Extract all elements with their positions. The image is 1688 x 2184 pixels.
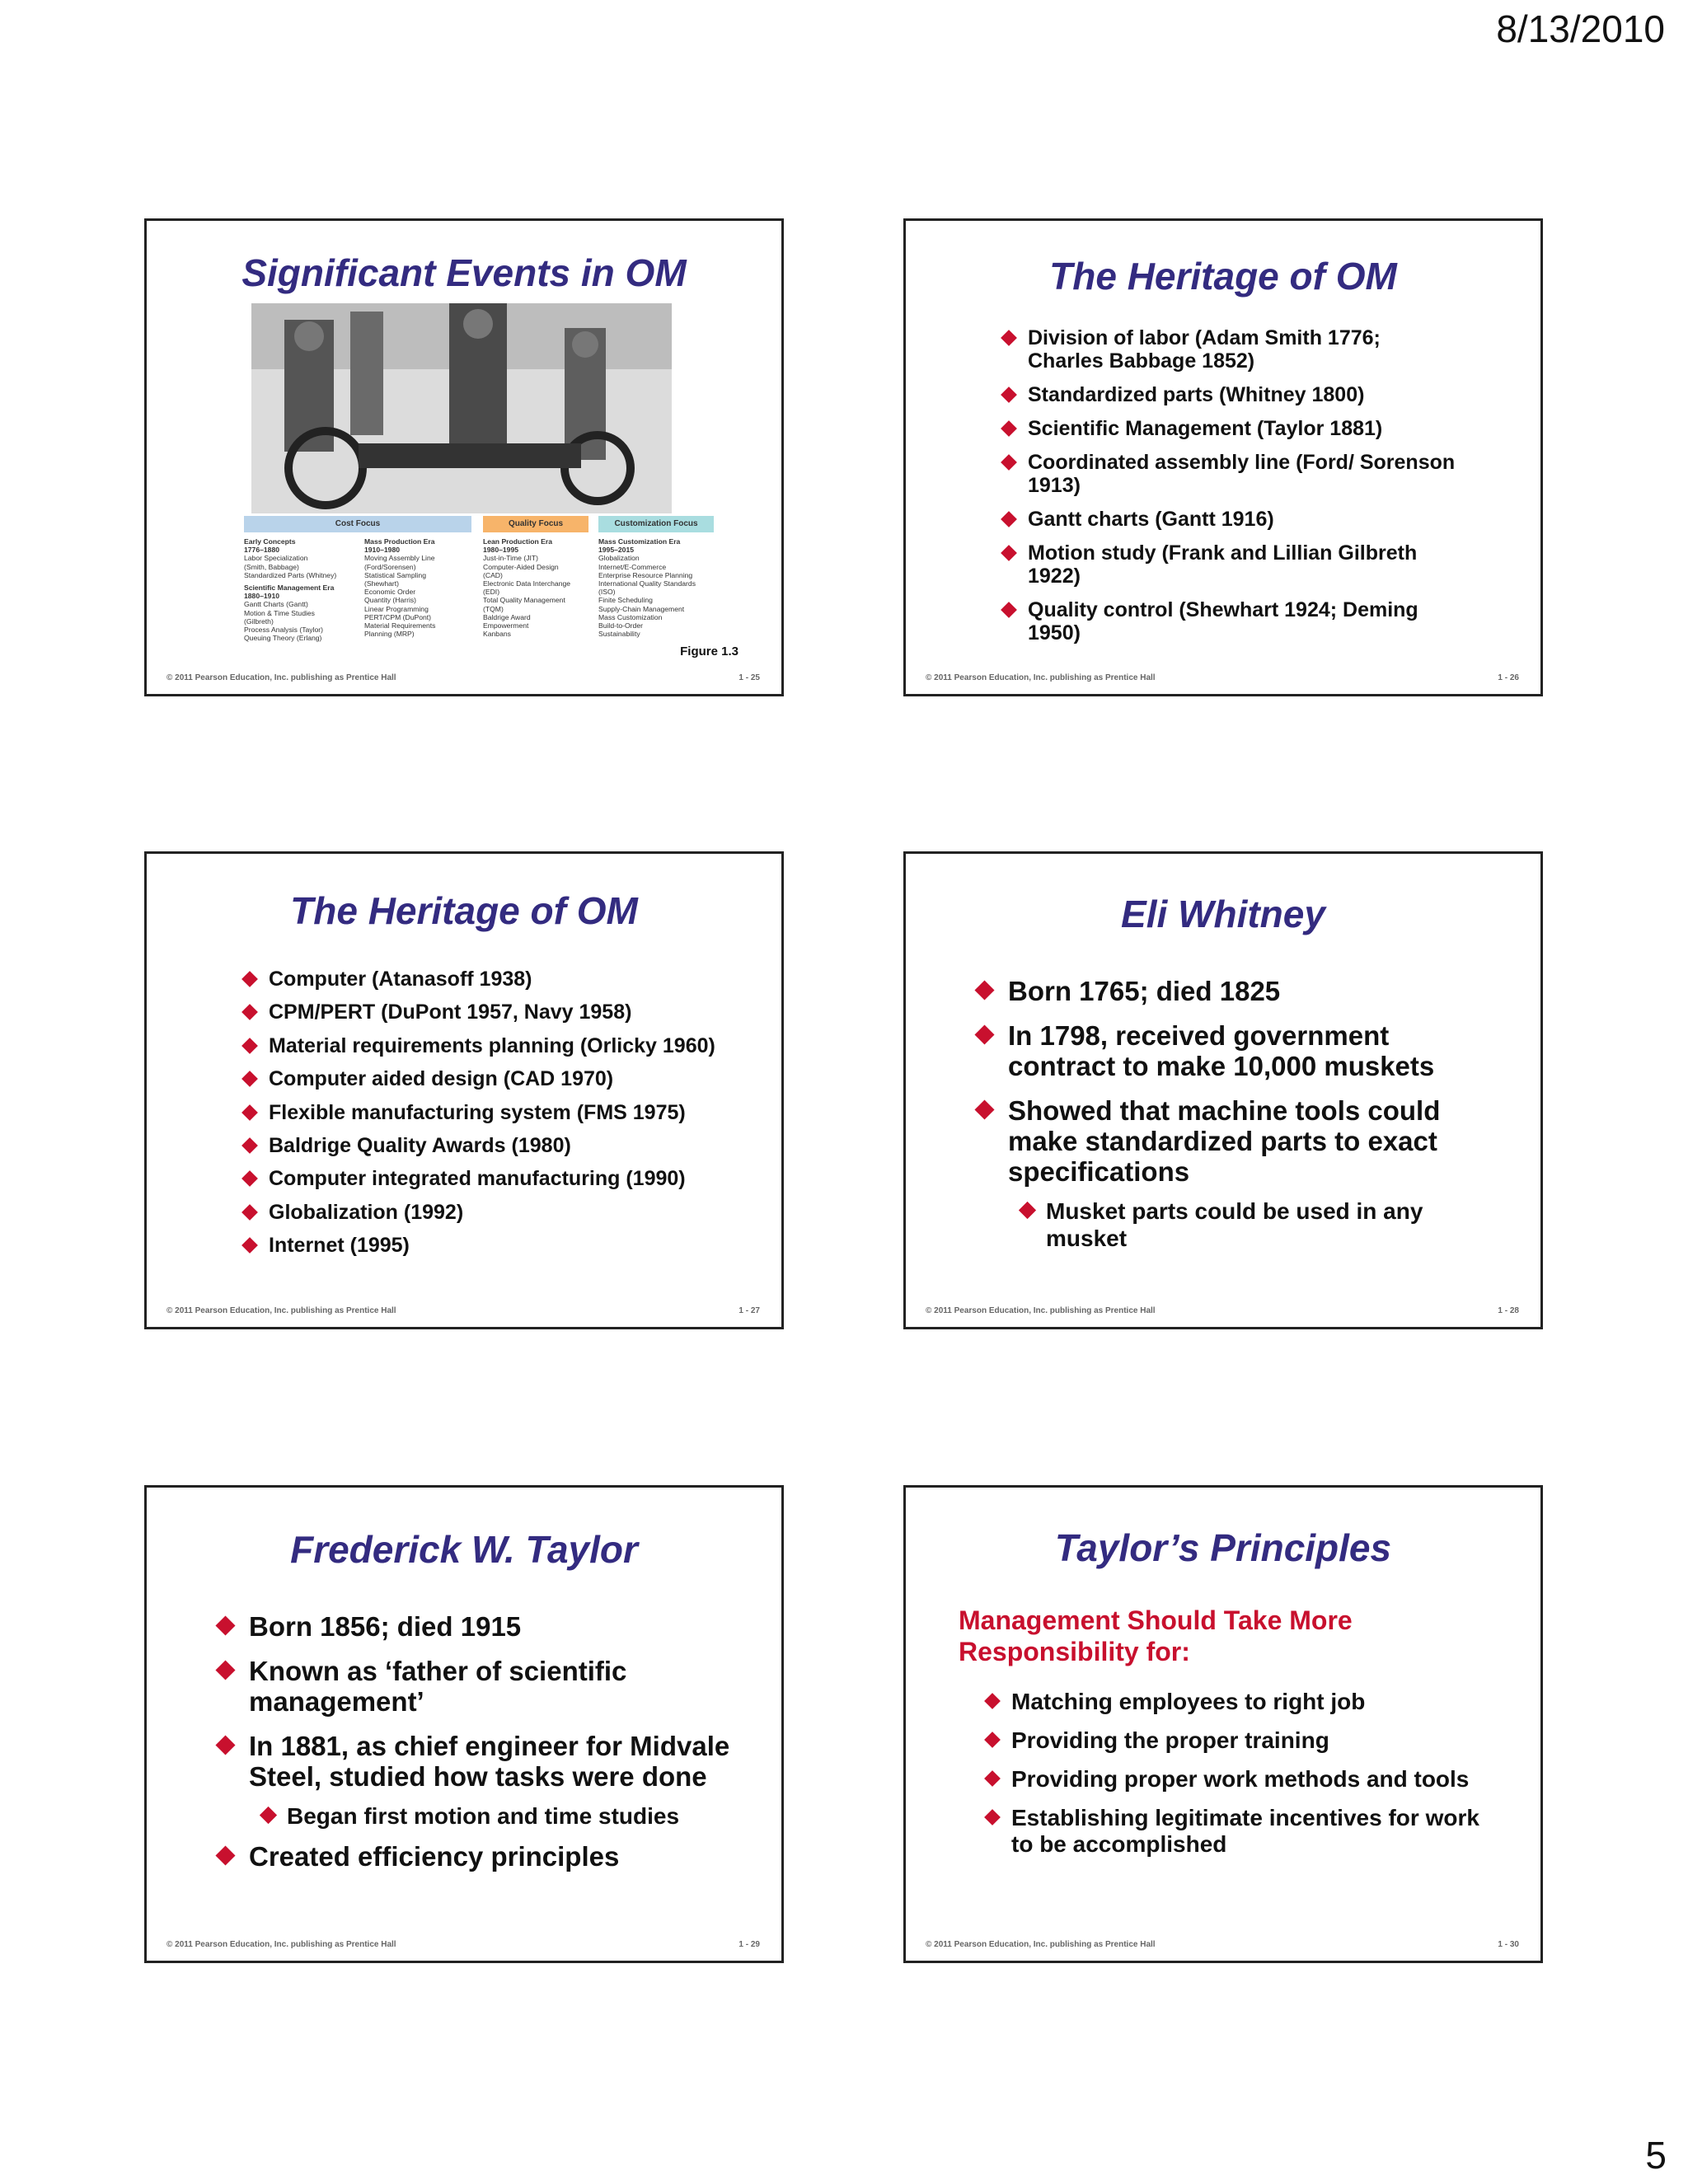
list-item — [239, 1234, 750, 1257]
bullet-text: Globalization (1992) — [269, 1200, 464, 1224]
era-header: Lean Production Era — [483, 537, 553, 546]
era-item: Process Analysis (Taylor) — [244, 626, 323, 635]
era-item: PERT/CPM (DuPont) — [364, 612, 432, 621]
era-item: Kanbans — [483, 630, 511, 639]
era-item: (Ford/Sorensen) — [364, 562, 416, 571]
era-item: Queuing Theory (Erlang) — [244, 634, 322, 643]
slide-number: 1 - 30 — [1498, 1940, 1519, 1949]
slide-copyright: © 2011 Pearson Education, Inc. publishing as Prentice Hall — [166, 1306, 396, 1315]
bullet-text: In 1881, as chief engineer for Midvale Steel, studied how tasks were done — [249, 1731, 730, 1792]
bullet-text: CPM/PERT (DuPont 1957, Navy 1958) — [269, 1001, 632, 1024]
slide-title: The Heritage of OM — [290, 889, 638, 932]
era-item: Statistical Sampling — [364, 570, 426, 579]
list-item — [213, 1611, 740, 1642]
figure-label: Figure 1.3 — [680, 644, 738, 658]
era-item: Economic Order — [364, 588, 416, 597]
bullet-text: Born 1856; died 1915 — [249, 1611, 522, 1642]
list-item — [998, 383, 1460, 406]
bullet-text: Providing the proper training — [1011, 1727, 1329, 1753]
slide-title: Eli Whitney — [1121, 893, 1325, 935]
diamond-bullet-icon — [260, 1807, 277, 1824]
diamond-bullet-icon — [974, 980, 994, 1000]
mass-production-column — [364, 537, 435, 638]
era-item: (Shewhart) — [364, 579, 400, 588]
diamond-bullet-icon — [1001, 387, 1017, 403]
om-eras-figure — [244, 516, 706, 648]
slide-number: 1 - 29 — [738, 1940, 760, 1949]
bullet-text: Scientific Management (Taylor 1881) — [1028, 417, 1383, 440]
list-item — [972, 1095, 1499, 1187]
slide-copyright: © 2011 Pearson Education, Inc. publishing as Prentice Hall — [926, 1306, 1156, 1315]
slide-frederick-taylor — [144, 1485, 784, 1963]
diamond-bullet-icon — [241, 1170, 258, 1187]
slide-heritage-2 — [144, 851, 784, 1329]
list-item — [972, 1020, 1499, 1081]
bullet-text: Division of labor (Adam Smith 1776; Charles Babbage 1852) — [1028, 326, 1381, 373]
era-header: Mass Production Era — [364, 537, 435, 546]
era-item: International Quality Standards — [598, 579, 696, 588]
list-item — [982, 1766, 1493, 1793]
diamond-bullet-icon — [974, 1099, 994, 1119]
diamond-bullet-icon — [1001, 511, 1017, 527]
era-item: Mass Customization — [598, 612, 663, 621]
bullet-text: Internet (1995) — [269, 1234, 410, 1258]
list-item — [239, 1101, 750, 1124]
bullet-text: Born 1765; died 1825 — [1008, 976, 1281, 1006]
slide-heritage-1 — [903, 218, 1543, 696]
diamond-bullet-icon — [215, 1845, 235, 1865]
lean-production-column — [483, 537, 570, 638]
list-item — [982, 1689, 1493, 1715]
list-item — [998, 417, 1460, 440]
bullet-text: Providing proper work methods and tools — [1011, 1766, 1470, 1792]
bullet-text: Motion study (Frank and Lillian Gilbreth 1922) — [1028, 541, 1418, 588]
slide-title: The Heritage of OM — [1049, 255, 1397, 298]
list-item — [213, 1841, 740, 1872]
slide-title: Taylor’s Principles — [1054, 1526, 1392, 1569]
era-item: Computer-Aided Design — [483, 562, 559, 571]
diamond-bullet-icon — [984, 1693, 1001, 1709]
era-item: Total Quality Management — [483, 596, 565, 605]
bullet-text: Baldrige Quality Awards (1980) — [269, 1133, 571, 1157]
bullet-text: Quality control (Shewhart 1924; Deming 1950) — [1028, 598, 1418, 644]
bullet-list — [213, 1611, 740, 1886]
diamond-bullet-icon — [1001, 330, 1017, 346]
bullet-text: Coordinated assembly line (Ford/ Sorenson 1913) — [1028, 451, 1456, 497]
list-item — [239, 1034, 750, 1057]
slide-eli-whitney — [903, 851, 1543, 1329]
era-item: (Smith, Babbage) — [244, 562, 299, 571]
diamond-bullet-icon — [1001, 420, 1017, 437]
bullet-text: Matching employees to right job — [1011, 1689, 1366, 1714]
bullet-text: Computer integrated manufacturing (1990) — [269, 1167, 686, 1191]
bullet-text: Establishing legitimate incentives for work to be accomplished — [1011, 1805, 1479, 1857]
era-item: Globalization — [598, 554, 640, 563]
list-item — [239, 1201, 750, 1224]
list-item — [998, 326, 1460, 373]
diamond-bullet-icon — [241, 1004, 258, 1020]
bullet-text: Created efficiency principles — [249, 1841, 620, 1872]
slide-taylors-principles — [903, 1485, 1543, 1963]
bullet-text: Musket parts could be used in any musket — [1046, 1198, 1423, 1251]
slide-subhead: Management Should Take More Responsibility for: — [959, 1605, 1353, 1666]
diamond-bullet-icon — [215, 1660, 235, 1680]
assembly-line-photo — [251, 303, 672, 513]
list-item — [998, 508, 1460, 531]
era-item: Finite Scheduling — [598, 596, 653, 605]
diamond-bullet-icon — [241, 1204, 258, 1221]
bullet-text: Computer aided design (CAD 1970) — [269, 1067, 614, 1091]
era-item: Gantt Charts (Gantt) — [244, 600, 308, 609]
era-item: Electronic Data Interchange — [483, 579, 571, 588]
era-item: Build-to-Order — [598, 621, 643, 630]
slide-copyright: © 2011 Pearson Education, Inc. publishing as Prentice Hall — [926, 1940, 1156, 1949]
bullet-text: Standardized parts (Whitney 1800) — [1028, 383, 1365, 406]
era-item: (ISO) — [598, 588, 616, 597]
slide-copyright: © 2011 Pearson Education, Inc. publishing as Prentice Hall — [166, 1940, 396, 1949]
list-item — [213, 1656, 740, 1717]
list-item — [239, 1001, 750, 1024]
era-item: Baldrige Award — [483, 612, 531, 621]
era-header: Mass Customization Era — [598, 537, 681, 546]
era-item: Internet/E-Commerce — [598, 562, 667, 571]
sub-list-item — [257, 1802, 740, 1830]
era-item: Linear Programming — [364, 604, 429, 613]
slide-copyright: © 2011 Pearson Education, Inc. publishing as Prentice Hall — [166, 673, 396, 682]
era-item: Motion & Time Studies — [244, 608, 315, 617]
era-header: Early Concepts — [244, 537, 296, 546]
era-item: Empowerment — [483, 621, 529, 630]
list-item — [972, 976, 1499, 1006]
list-item — [982, 1805, 1493, 1858]
bullet-text: Showed that machine tools could make standardized parts to exact specifications — [1008, 1095, 1441, 1187]
slide-significant-events — [144, 218, 784, 696]
era-years: 1910–1980 — [364, 546, 401, 555]
era-item: Standardized Parts (Whitney) — [244, 570, 337, 579]
bullet-list — [998, 326, 1460, 655]
cost-focus-band: Cost Focus — [244, 516, 471, 532]
bullet-text: Began first motion and time studies — [287, 1803, 680, 1829]
era-item: (EDI) — [483, 588, 500, 597]
bullet-text: Known as ‘father of scientific management’ — [249, 1656, 627, 1717]
diamond-bullet-icon — [984, 1770, 1001, 1787]
diamond-bullet-icon — [984, 1732, 1001, 1748]
era-years: 1880–1910 — [244, 592, 280, 601]
diamond-bullet-icon — [974, 1024, 994, 1044]
list-item — [982, 1727, 1493, 1754]
bullet-text: Gantt charts (Gantt 1916) — [1028, 508, 1274, 531]
diamond-bullet-icon — [241, 1104, 258, 1121]
diamond-bullet-icon — [984, 1809, 1001, 1825]
bullet-list — [239, 968, 750, 1268]
slide-copyright: © 2011 Pearson Education, Inc. publishing as Prentice Hall — [926, 673, 1156, 682]
diamond-bullet-icon — [241, 1038, 258, 1054]
diamond-bullet-icon — [241, 1137, 258, 1154]
era-item: Supply-Chain Management — [598, 604, 685, 613]
bullet-text: In 1798, received government contract to make 10,000 muskets — [1008, 1020, 1435, 1081]
list-item — [998, 598, 1460, 644]
era-item: Material Requirements — [364, 621, 436, 630]
list-item — [239, 968, 750, 991]
era-item: (TQM) — [483, 604, 504, 613]
early-concepts-column — [244, 537, 336, 642]
era-item: (CAD) — [483, 570, 503, 579]
mass-customization-column — [598, 537, 696, 638]
diamond-bullet-icon — [1001, 454, 1017, 471]
era-years: 1776–1880 — [244, 546, 280, 555]
diamond-bullet-icon — [1001, 602, 1017, 618]
bullet-text: Computer (Atanasoff 1938) — [269, 968, 532, 991]
page-date: 8/13/2010 — [1496, 7, 1665, 50]
era-item: Moving Assembly Line — [364, 554, 435, 563]
list-item — [239, 1167, 750, 1190]
era-years: 1980–1995 — [483, 546, 519, 555]
list-item — [998, 451, 1460, 497]
era-item: Planning (MRP) — [364, 630, 415, 639]
era-item: Quantity (Harris) — [364, 596, 417, 605]
era-item: (Gilbreth) — [244, 616, 274, 626]
era-years: 1995–2015 — [598, 546, 635, 555]
era-header: Scientific Management Era — [244, 583, 335, 593]
page-number: 5 — [1645, 2134, 1667, 2177]
slide-title: Frederick W. Taylor — [290, 1528, 638, 1571]
era-item: Labor Specialization — [244, 554, 308, 563]
diamond-bullet-icon — [215, 1735, 235, 1755]
slide-number: 1 - 27 — [738, 1306, 760, 1315]
slide-number: 1 - 26 — [1498, 673, 1519, 682]
list-item — [213, 1731, 740, 1792]
era-item: Just-in-Time (JIT) — [483, 554, 538, 563]
diamond-bullet-icon — [1019, 1202, 1036, 1219]
era-item: Sustainability — [598, 630, 640, 639]
slide-title: Significant Events in OM — [241, 251, 687, 294]
list-item — [998, 541, 1460, 588]
sub-list-item — [1016, 1197, 1499, 1252]
diamond-bullet-icon — [241, 971, 258, 987]
quality-focus-band: Quality Focus — [483, 516, 588, 532]
diamond-bullet-icon — [241, 1237, 258, 1254]
list-item — [239, 1134, 750, 1157]
customization-focus-band: Customization Focus — [598, 516, 714, 532]
slide-number: 1 - 28 — [1498, 1306, 1519, 1315]
diamond-bullet-icon — [215, 1615, 235, 1635]
diamond-bullet-icon — [241, 1071, 258, 1087]
bullet-text: Material requirements planning (Orlicky 1960) — [269, 1033, 715, 1057]
bullet-text: Flexible manufacturing system (FMS 1975) — [269, 1100, 686, 1124]
slide-number: 1 - 25 — [738, 673, 760, 682]
diamond-bullet-icon — [1001, 545, 1017, 561]
bullet-list — [982, 1689, 1493, 1870]
list-item — [239, 1067, 750, 1090]
era-item: Enterprise Resource Planning — [598, 570, 693, 579]
bullet-list — [972, 976, 1499, 1252]
